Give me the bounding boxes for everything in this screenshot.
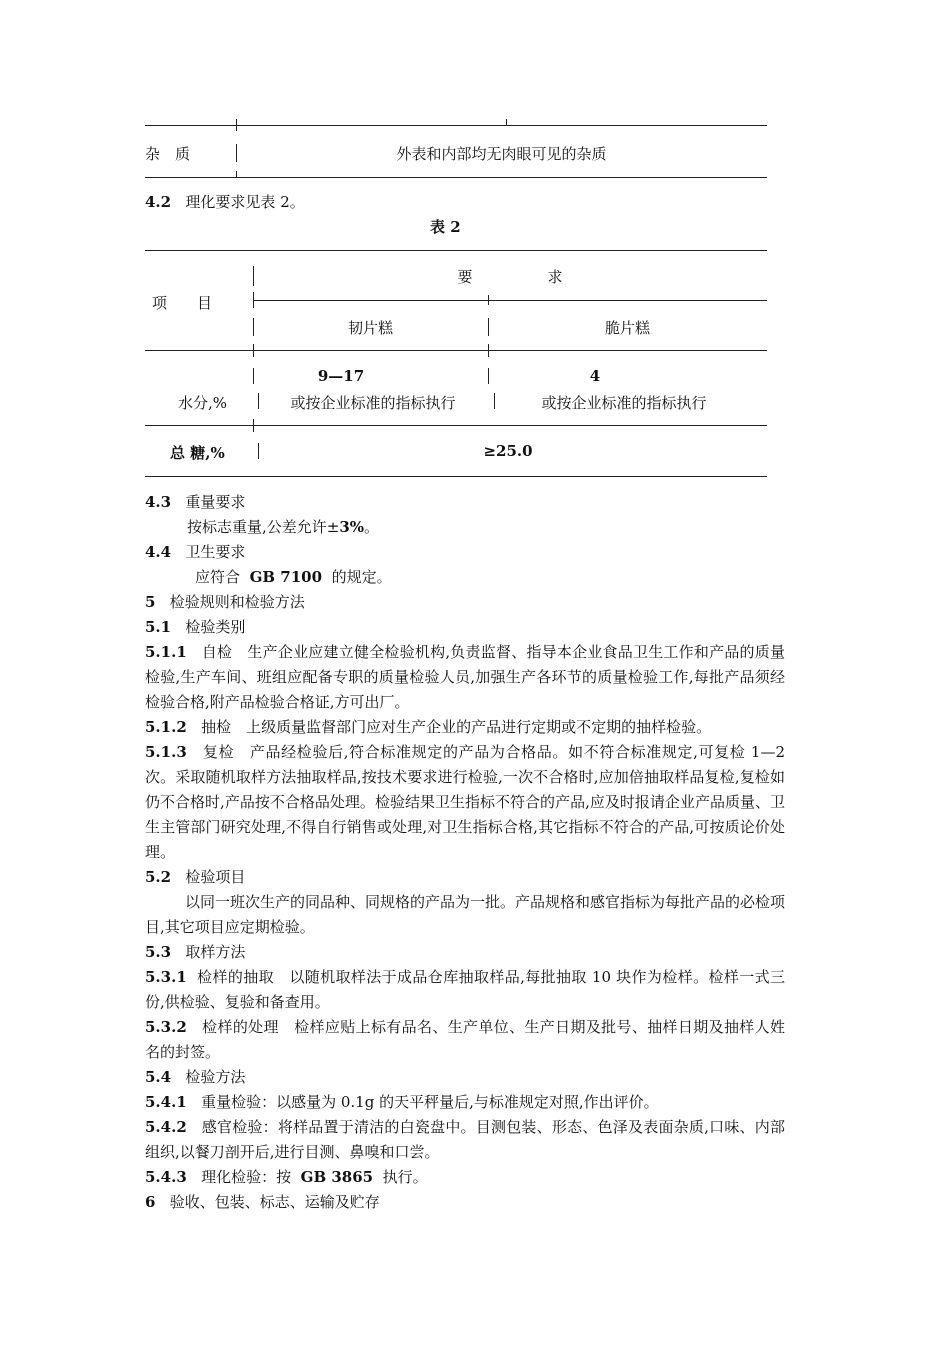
table2-bottom-rule (145, 476, 767, 477)
section-title: 取样方法 (185, 943, 246, 961)
table2-header-bottom-rule (145, 350, 767, 351)
section-5-1 (145, 615, 245, 640)
section-text: 自检 生产企业应建立健全检验机构,负责监督、指导本企业食品卫生工作和产品的质量检验,生产车间、班组应配备专职的质量检验人员,加强生产各环节的质量检验工作,每批产品须经检验合格,附产品检验合格证,方可出厂。 (145, 643, 785, 711)
section-text: 重量检验：以感量为 0.1g 的天平秤量后,与标准规定对照,作出评价。 (201, 1093, 659, 1111)
section-text: 以同一班次生产的同品种、同规格的产品为一批。产品规格和感官指标为每批产品的必检项目,其它项目应定期检验。 (145, 893, 786, 936)
table1-bottom-tick (236, 171, 237, 178)
section-title: 检验方法 (185, 1068, 246, 1086)
body-value: 3% (339, 518, 365, 536)
section-text: 检样的处理 检样应贴上标有品名、生产单位、生产日期及批号、抽样日期及抽样人姓名的封签。 (145, 1018, 785, 1061)
section-title: 卫生要求 (185, 543, 246, 561)
section-title: 验收、包装、标志、运输及贮存 (169, 1193, 380, 1211)
body-text: 的规定。 (331, 568, 392, 586)
section-text: 理化检验：按 (201, 1168, 292, 1186)
section-4-4-body (195, 565, 392, 590)
table2-divider (253, 292, 254, 308)
section-5-1-1 (145, 640, 785, 715)
table1-top-tick-b (506, 119, 507, 126)
table2-top-rule (145, 250, 767, 251)
section-5-3 (145, 940, 245, 965)
section-number: 5.2 (145, 868, 172, 886)
table2-col2-header: 脆片糕 (604, 319, 650, 337)
table1-row-value: 外表和内部均无肉眼可见的杂质 (396, 145, 607, 163)
section-number: 5.4.3 (145, 1168, 187, 1186)
section-text: 理化要求见表 2。 (185, 193, 305, 211)
table2-sugar-label: 总 糖,% (170, 444, 225, 462)
section-text: 检样的抽取 以随机取样法于成品仓库抽取样品,每批抽取 10 块作为检样。检样一式三份,供检验、复验和备查用。 (145, 968, 785, 1011)
section-text: 感官检验：将样品置于清洁的白瓷盘中。目测包装、形态、色泽及表面杂质,口味、内部组织,以餐刀剖开后,进行目测、鼻嗅和口尝。 (145, 1118, 785, 1161)
table2-sugar-value: ≥25.0 (483, 442, 533, 460)
section-number: 5.1.3 (145, 743, 187, 761)
section-number: 6 (145, 1193, 156, 1211)
body-text: 应符合 (195, 568, 241, 586)
table2-row-rule (145, 425, 767, 426)
section-5-1-3 (145, 740, 785, 865)
table2-header-item: 项 目 (152, 294, 213, 312)
section-4-4 (145, 540, 245, 565)
section-5-2 (145, 865, 245, 890)
section-5-4-3 (145, 1165, 428, 1190)
table2-moisture-v2-top: 4 (589, 367, 601, 385)
section-title: 检验类别 (185, 618, 246, 636)
table2-divider (253, 344, 254, 357)
section-number: 5.1.2 (145, 718, 187, 736)
table2-header-req: 要 求 (457, 268, 563, 286)
section-title: 检验项目 (185, 868, 246, 886)
section-number: 5.4 (145, 1068, 172, 1086)
table2-moisture-v2-bottom: 或按企业标准的指标执行 (541, 394, 707, 412)
section-5-1-2 (145, 715, 711, 740)
section-5-2-body (145, 890, 785, 940)
section-text: 复检 产品经检验后,符合标准规定的产品为合格品。如不符合标准规定,可复检 1—2 次。采取随机取样方法抽取样品,按技术要求进行检验,一次不合格时,应加倍抽取样品复检,复检如仍不合格时,产品按不合格品处理。检验结果卫生指标不符合的产品,应及时报请企业产品质量、卫生主管部门研究处理,不得自行销售或处理,对卫生指标合格,其它指标不符合的产品,可按质论价处理。 (145, 743, 785, 861)
section-text: 抽检 上级质量监督部门应对生产企业的产品进行定期或不定期的抽样检验。 (201, 718, 712, 736)
table2-caption: 表 2 (430, 218, 461, 236)
section-number: 4.4 (145, 543, 172, 561)
table1-bottom-rule (145, 177, 767, 178)
section-number: 5.4.2 (145, 1118, 187, 1136)
section-number: 5.3.2 (145, 1018, 187, 1036)
section-number: 5.1.1 (145, 643, 187, 661)
table2-divider (488, 344, 489, 357)
section-4-2 (145, 190, 305, 215)
section-4-3 (145, 490, 245, 515)
standard-code: GB 7100 (249, 568, 323, 586)
section-6 (145, 1190, 380, 1215)
section-number: 4.3 (145, 493, 172, 511)
table2-header-mid-rule (253, 300, 767, 301)
section-number: 5.1 (145, 618, 172, 636)
table2-moisture-label: 水分,% (178, 394, 228, 412)
body-text: 按标志重量,公差允许± (187, 518, 340, 536)
section-4-3-body (187, 515, 379, 540)
table2-moisture-v1-bottom: 或按企业标准的指标执行 (290, 394, 456, 412)
section-5 (145, 590, 305, 615)
section-number: 5.4.1 (145, 1093, 187, 1111)
section-number: 5.3.1 (145, 968, 187, 986)
table2-divider (488, 295, 489, 305)
section-5-4-2 (145, 1115, 785, 1165)
table2-moisture-v1-top: 9—17 (317, 367, 365, 385)
table2-col1-header: 韧片糕 (347, 319, 393, 337)
section-number: 5 (145, 593, 156, 611)
table1-top-tick-a (236, 119, 237, 131)
table2-divider (253, 419, 254, 432)
section-title: 重量要求 (185, 493, 246, 511)
section-5-3-2 (145, 1015, 785, 1065)
standard-code: GB 3865 (300, 1168, 374, 1186)
section-text: 执行。 (382, 1168, 428, 1186)
section-5-3-1 (145, 965, 785, 1015)
section-5-4-1 (145, 1090, 659, 1115)
table1-top-rule (145, 125, 767, 126)
section-number: 4.2 (145, 193, 172, 211)
section-title: 检验规则和检验方法 (169, 593, 305, 611)
section-number: 5.3 (145, 943, 172, 961)
table1-row-label: 杂 质 (145, 145, 191, 163)
section-5-4 (145, 1065, 245, 1090)
body-text: 。 (364, 518, 380, 536)
